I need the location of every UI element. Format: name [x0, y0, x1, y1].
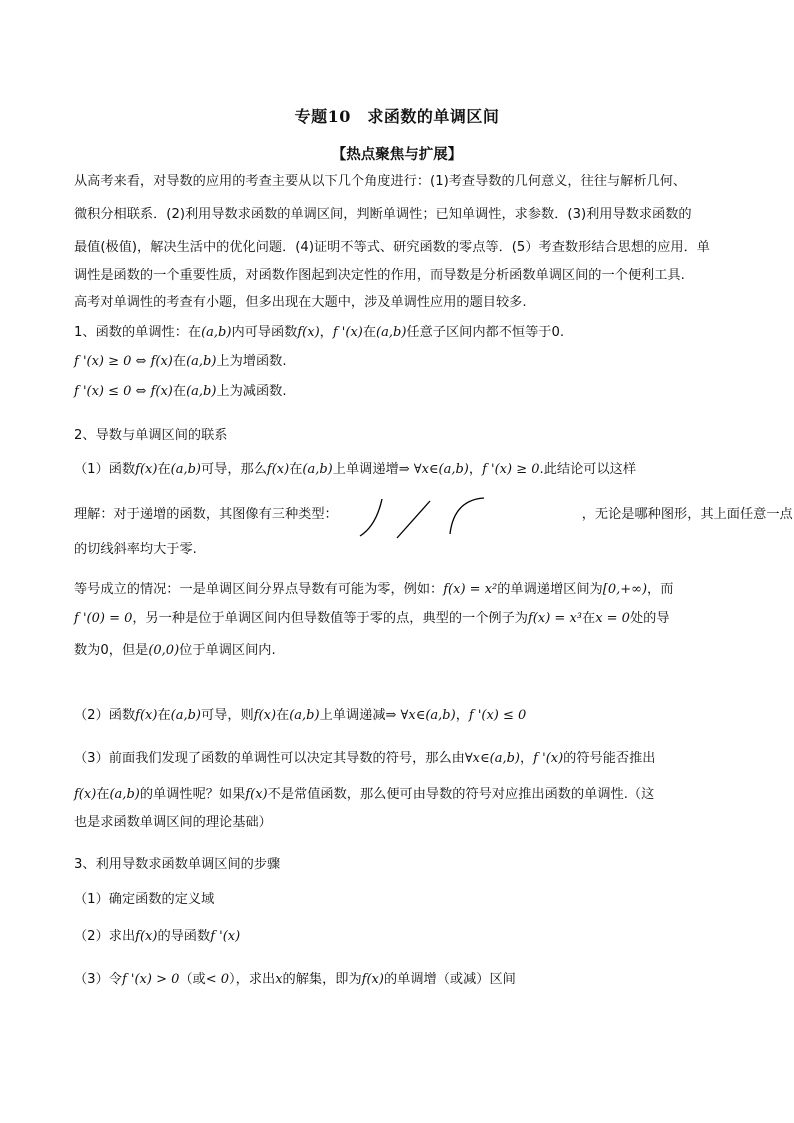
text-run: （或: [179, 972, 206, 987]
math-expression: (a,b): [109, 787, 140, 802]
text-run: 上为减函数.: [216, 384, 287, 399]
text-run: ，: [319, 325, 333, 340]
text-run: ，: [455, 708, 469, 723]
text-run: 上单调递增: [332, 462, 399, 477]
text-line: [74, 352, 287, 372]
math-expression: [0,+∞): [602, 582, 648, 597]
text-line: [74, 813, 272, 833]
text-line: [74, 927, 240, 947]
text-run: 上单调递减: [319, 708, 386, 723]
text-line: [74, 706, 526, 726]
text-run: ，另一种是位于单调区间内但导数值等于零的点，典型的一个例子为: [132, 611, 528, 626]
text-run: 的切线斜率均大于零.: [74, 542, 197, 557]
text-line: [74, 890, 214, 910]
text-line: [74, 641, 276, 661]
math-expression: (a,b): [186, 354, 217, 369]
math-expression: < 0: [205, 972, 230, 987]
text-run: 在: [289, 462, 303, 477]
text-line: [74, 172, 686, 192]
math-expression: (a,b): [302, 462, 333, 477]
text-line: [74, 323, 564, 343]
text-run: （2）求出: [74, 929, 136, 944]
text-run: ，无论是哪种图形，其上面任意一点: [331, 507, 793, 522]
text-run: （2）函数: [74, 708, 136, 723]
math-expression: f(x): [361, 972, 384, 987]
math-expression: f(x): [135, 462, 158, 477]
text-run: ），求出: [229, 972, 276, 987]
text-run: （3）令: [74, 972, 122, 987]
math-expression: f(x) = x³: [528, 611, 582, 626]
text-line: [74, 293, 527, 313]
math-expression: (a,b): [289, 708, 320, 723]
text-run: 微积分相联系．(2)利用导数求函数的单调区间，判断单调性；已知单调性，求参数．(3)利用导数求函数的: [74, 207, 692, 222]
text-run: 处的导: [629, 611, 670, 626]
text-run: 上为增函数.: [216, 354, 287, 369]
text-run: 的符号能否推出: [563, 751, 656, 766]
text-run: 1、函数的单调性：在: [74, 325, 202, 340]
text-run: 在: [157, 708, 171, 723]
text-line: [74, 460, 636, 480]
math-expression: f(x): [74, 787, 97, 802]
math-expression: f(x) = x²: [443, 582, 498, 597]
text-run: 的解集，即为: [282, 972, 362, 987]
text-run: ，而: [647, 582, 674, 597]
math-expression: f '(x): [210, 929, 241, 944]
text-run: 任意子区间内都不恒等于0.: [406, 325, 565, 340]
text-run: （3）前面我们发现了函数的单调性可以决定其导数的符号，那么由: [74, 751, 465, 766]
text-run: ，: [468, 462, 483, 477]
text-run: 2、导数与单调区间的联系: [74, 428, 228, 443]
math-expression: f '(x) ≤ 0: [468, 708, 527, 723]
text-run: 也是求函数单调区间的理论基础）: [74, 815, 272, 830]
text-run: 数为0，但是: [74, 643, 149, 658]
text-run: 从高考来看，对导数的应用的考查主要从以下几个角度进行：(1)考查导数的几何意义，往往与解析几何、: [74, 174, 687, 189]
text-line: [74, 785, 654, 805]
text-run: 内可导函数: [231, 325, 298, 340]
text-run: 最值(极值)，解决生活中的优化问题．(4)证明不等式、研究函数的零点等．(5）考查数形结合思想的应用．单: [74, 240, 710, 255]
text-run: 理解：对于递增的函数，其图像有三种类型：: [74, 507, 332, 522]
text-run: 的导函数: [157, 929, 211, 944]
concave-down-curve: [360, 499, 382, 536]
text-line: [74, 426, 227, 446]
math-expression: (a,b): [170, 708, 201, 723]
text-run: （1）确定函数的定义域: [74, 892, 215, 907]
text-run: 在: [172, 354, 187, 369]
text-run: .此结论可以这样: [539, 462, 637, 477]
increasing-curve-types-figure: [342, 494, 512, 544]
text-run: 在: [157, 462, 171, 477]
text-line: [74, 540, 197, 560]
text-run: 在: [362, 325, 377, 340]
text-run: 可导，则: [200, 708, 254, 723]
math-expression: (0,0): [148, 643, 180, 658]
text-run: 在: [276, 708, 290, 723]
math-expression: (a,b): [201, 325, 232, 340]
text-run: 位于单调区间内.: [179, 643, 276, 658]
math-expression: f(x): [266, 462, 290, 477]
text-line: [74, 749, 655, 769]
text-run: 等号成立的情况：一是单调区间分界点导数有可能为零，例如：: [74, 582, 444, 597]
math-expression: f(x): [297, 325, 320, 340]
math-expression: f '(x) > 0: [121, 972, 180, 987]
math-expression: f(x): [253, 708, 277, 723]
math-expression: f '(x): [533, 751, 564, 766]
math-expression: f(x): [135, 708, 158, 723]
text-line: [74, 382, 287, 402]
text-run: 的单调增（或减）区间: [383, 972, 516, 987]
math-expression: f '(x) ≤ 0 ⇔ f(x): [74, 384, 173, 399]
text-run: 可导，那么: [200, 462, 267, 477]
concave-up-curve: [450, 498, 484, 534]
text-line: [74, 266, 685, 286]
straight-line-curve: [397, 501, 430, 538]
math-expression: ∀x∈(a,b): [464, 751, 520, 766]
text-run: 在: [96, 787, 110, 802]
math-expression: (a,b): [186, 384, 217, 399]
math-expression: ⇒ ∀x∈(a,b): [398, 462, 469, 477]
text-run: 的单调性呢？如果: [139, 787, 246, 802]
math-expression: (a,b): [376, 325, 407, 340]
math-expression: f '(x) ≥ 0: [482, 462, 540, 477]
math-expression: ⇒ ∀x∈(a,b): [385, 708, 456, 723]
section-heading: 【热点聚焦与扩展】: [331, 146, 463, 163]
math-expression: f(x): [245, 787, 268, 802]
text-run: 不是常值函数，那么便可由导数的符号对应推出函数的单调性.（这: [267, 787, 655, 802]
text-line: [74, 205, 692, 225]
text-run: ，: [519, 751, 534, 766]
math-expression: (a,b): [170, 462, 201, 477]
text-run: 高考对单调性的考查有小题，但多出现在大题中，涉及单调性应用的题目较多.: [74, 295, 527, 310]
math-expression: f '(x) ≥ 0 ⇔ f(x): [74, 354, 173, 369]
math-expression: f '(0) = 0: [74, 611, 133, 626]
math-expression: f '(x): [332, 325, 363, 340]
math-expression: f(x): [135, 929, 158, 944]
text-line: [74, 855, 280, 875]
text-line: [74, 970, 516, 990]
text-run: （1）函数: [74, 462, 136, 477]
text-line: [74, 580, 673, 600]
text-run: 在: [172, 384, 187, 399]
page-title: 专题10 求函数的单调区间: [294, 107, 500, 126]
text-line: [74, 609, 670, 629]
text-line: [74, 238, 710, 258]
text-run: 在: [582, 611, 596, 626]
math-expression: x: [275, 972, 283, 987]
text-run: 调性是函数的一个重要性质，对函数作图起到决定性的作用，而导数是分析函数单调区间的一个便利工具.: [74, 268, 685, 283]
text-run: 的单调递增区间为: [497, 582, 603, 597]
math-expression: x = 0: [595, 611, 630, 626]
text-run: 3、利用导数求函数单调区间的步骤: [74, 857, 281, 872]
